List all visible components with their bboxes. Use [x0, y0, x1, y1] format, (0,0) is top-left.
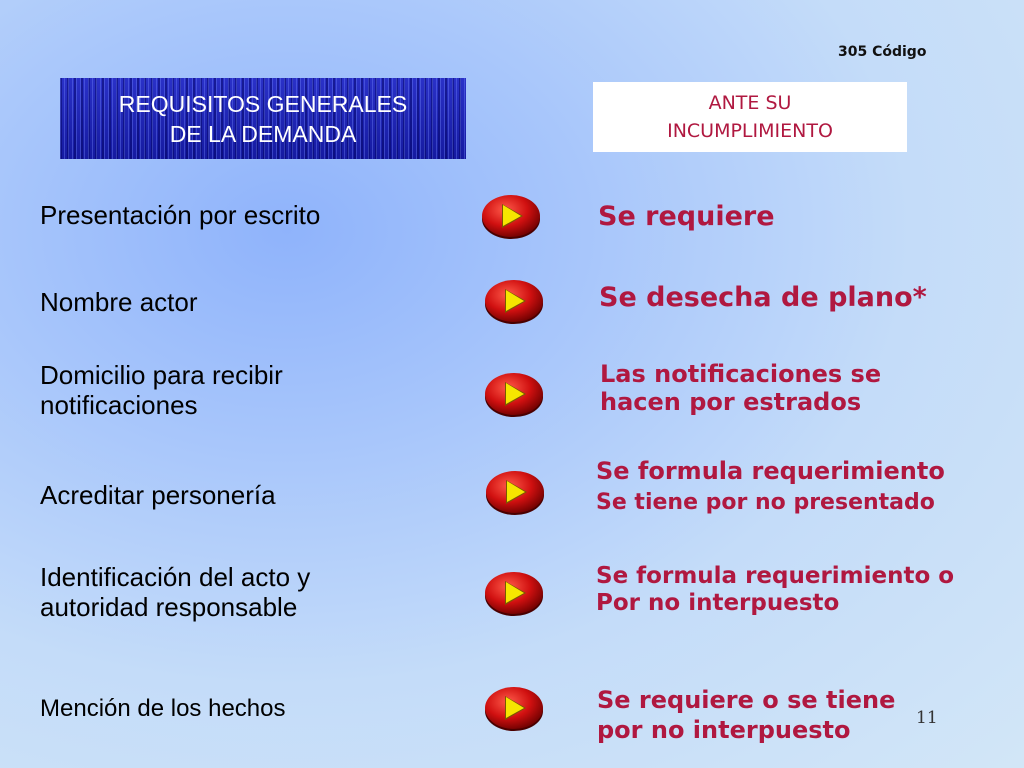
requirement-text: Nombre actor: [40, 287, 198, 317]
header-requirements-label: REQUISITOS GENERALES DE LA DEMANDA: [118, 90, 408, 147]
requirement-text: Mención de los hechos: [40, 695, 286, 722]
play-button-icon[interactable]: [484, 570, 544, 616]
slide-code: 305 Código: [838, 44, 927, 60]
consequence-text-primary: Se formula requerimiento: [596, 457, 945, 485]
play-button-icon[interactable]: [481, 193, 541, 239]
requirement-text: Domicilio para recibir notificaciones: [40, 360, 283, 420]
header-noncompliance-label: ANTE SU INCUMPLIMIENTO: [667, 92, 833, 142]
consequence-text: Se formula requerimiento o Por no interpuesto: [596, 563, 955, 616]
play-button-icon[interactable]: [484, 278, 544, 324]
consequence-text-secondary: Se tiene por no presentado: [596, 490, 935, 515]
header-requirements: [60, 78, 466, 159]
header-noncompliance: [593, 82, 907, 152]
play-button-icon[interactable]: [485, 469, 545, 515]
play-button-icon[interactable]: [484, 371, 544, 417]
requirement-text: Acreditar personería: [40, 480, 276, 510]
requirement-text: Presentación por escrito: [40, 200, 321, 230]
consequence-text: Las notificaciones se hacen por estrados: [600, 360, 882, 416]
consequence-text: Se requiere: [598, 201, 775, 232]
consequence-text: Se requiere o se tiene por no interpuesto: [597, 686, 896, 744]
consequence-text: Se desecha de plano*: [599, 282, 927, 313]
play-button-icon[interactable]: [484, 685, 544, 731]
requirement-text: Identificación del acto y autoridad responsable: [40, 562, 311, 622]
page-number: 11: [916, 708, 938, 728]
